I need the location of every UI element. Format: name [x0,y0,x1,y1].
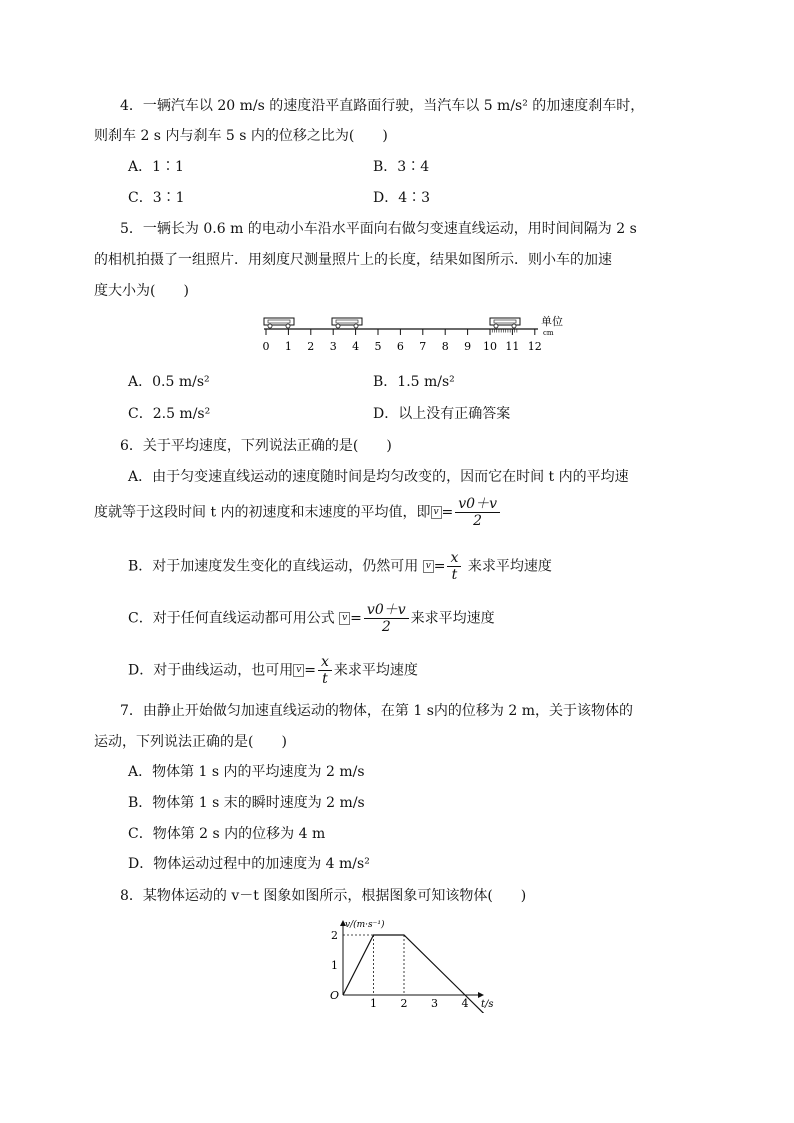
ruler-tick-label: 9 [464,340,472,353]
q7-option-a: A．物体第 1 s 内的平均速度为 2 m/s [128,764,365,780]
origin-label: O [330,989,340,1002]
q6-option-a-line2 [94,496,502,529]
fraction-denominator: 2 [473,513,483,529]
q7-stem-line2: 运动，下列说法正确的是( ) [94,734,287,750]
car-icon [264,318,294,328]
q6-option-a-text: 度就等于这段时间 t 内的初速度和末速度的平均值，即 [94,504,431,521]
q6-option-c-tail: 来求平均速度 [410,610,495,627]
ruler-tick-label: 8 [441,340,449,353]
ruler-tick-label: 6 [396,340,404,353]
ruler-labels [263,340,542,353]
ruler-tick-label: 5 [374,340,382,353]
v-bar-symbol: v [293,664,304,677]
x-tick-label: 3 [431,997,438,1010]
ruler-tick-label: 11 [505,340,520,353]
ruler-tick-label: 7 [419,340,427,353]
q6-option-d-text: D．对于曲线运动，也可用 [128,662,294,679]
ruler-tick-label: 4 [352,340,360,353]
fraction-denominator: t [451,567,458,583]
q7-option-c: C．物体第 2 s 内的位移为 4 m [128,826,326,842]
q6-option-a-line1: A．由于匀变速直线运动的速度随时间是均匀改变的，因而它在时间 t 内的平均速 [128,469,629,485]
ruler-unit-label: 单位 [541,315,563,328]
q5-option-d: D．以上没有正确答案 [373,406,511,422]
equals-sign: = [350,610,362,627]
fraction-v0v-over-2 [455,496,500,529]
q6-option-d-tail: 来求平均速度 [333,662,418,679]
vt-graph [325,913,510,1013]
q4-stem-line1: 4．一辆汽车以 20 m/s 的速度沿平直路面行驶，当汽车以 5 m/s² 的加速度刹车时， [120,98,645,114]
fraction-denominator: t [322,671,328,687]
fraction-x-over-t [318,654,332,687]
x-axis-label: t/s [481,999,494,1010]
q4-option-d: D．4∶3 [373,190,431,206]
q6-option-b-text: B．对于加速度发生变化的直线运动，仍然可用 [128,558,419,575]
fraction-denominator: 2 [381,619,391,635]
q7-option-d: D．物体运动过程中的加速度为 4 m/s² [128,856,370,872]
equals-sign: = [304,662,316,679]
guide-lines [343,935,404,995]
q4-option-a: A．1∶1 [128,159,184,175]
q5-option-b: B．1.5 m/s² [373,374,455,390]
q7-option-b: B．物体第 1 s 末的瞬时速度为 2 m/s [128,795,365,811]
q5-option-c: C．2.5 m/s² [128,406,211,422]
fraction-v0v-over-2 [364,602,409,635]
tick-labels [331,929,469,1010]
v-bar-symbol: v [431,506,442,519]
v-bar-symbol: v [339,612,350,625]
y-tick-label: 2 [331,929,338,942]
ruler-tick-label: 10 [483,340,497,353]
ruler-tick-label: 0 [262,340,270,353]
ruler-ticks [266,329,535,335]
car-icon [332,318,362,328]
ruler-tick-label: 2 [307,340,315,353]
fraction-numerator: x [447,550,461,567]
car-icon [490,318,520,328]
q6-option-b [128,550,552,583]
fraction-numerator: x [318,654,332,671]
q5-stem-line1: 5．一辆长为 0.6 m 的电动小车沿水平面向右做匀变速直线运动，用时间间隔为 2 s [120,221,637,237]
ruler-figure [258,310,568,358]
q6-stem: 6．关于平均速度，下列说法正确的是( ) [120,438,392,454]
q7-stem-line1: 7．由静止开始做匀加速直线运动的物体，在第 1 s内的位移为 2 m，关于该物体的 [120,703,633,719]
x-tick-label: 2 [400,997,408,1010]
q6-option-d [128,654,418,687]
y-axis-label: v/(m·s⁻¹) [345,920,385,930]
ruler-unit-cm: cm [543,329,554,337]
equals-sign: = [441,504,454,521]
q4-stem-line2: 则刹车 2 s 内与刹车 5 s 内的位移之比为( ) [94,128,388,144]
q6-option-c-text: C．对于任何直线运动都可用公式 [128,610,335,627]
fraction-x-over-t [447,550,461,583]
q4-option-c: C．3∶1 [128,190,185,206]
q8-stem: 8．某物体运动的 v－t 图象如图所示，根据图象可知该物体( ) [120,888,527,904]
x-tick-label: 4 [461,997,469,1010]
ruler-tick-label: 1 [284,340,292,353]
q4-option-b: B．3∶4 [373,159,430,175]
ruler-tick-label: 3 [329,340,337,353]
ruler-tick-label: 12 [527,340,542,353]
q5-stem-line2: 的相机拍摄了一组照片．用刻度尺测量照片上的长度，结果如图所示．则小车的加速 [94,252,612,268]
equals-sign: = [433,558,446,575]
x-tick-label: 1 [370,997,377,1010]
fraction-numerator: v0＋v [364,602,409,619]
q5-option-a: A．0.5 m/s² [128,374,210,390]
fraction-numerator: v0＋v [455,496,500,513]
q6-option-b-tail: 来求平均速度 [467,558,552,575]
q5-stem-line3: 度大小为( ) [94,283,189,299]
v-bar-symbol: v [423,560,434,573]
q6-option-c [128,602,495,635]
y-tick-label: 1 [331,959,338,972]
